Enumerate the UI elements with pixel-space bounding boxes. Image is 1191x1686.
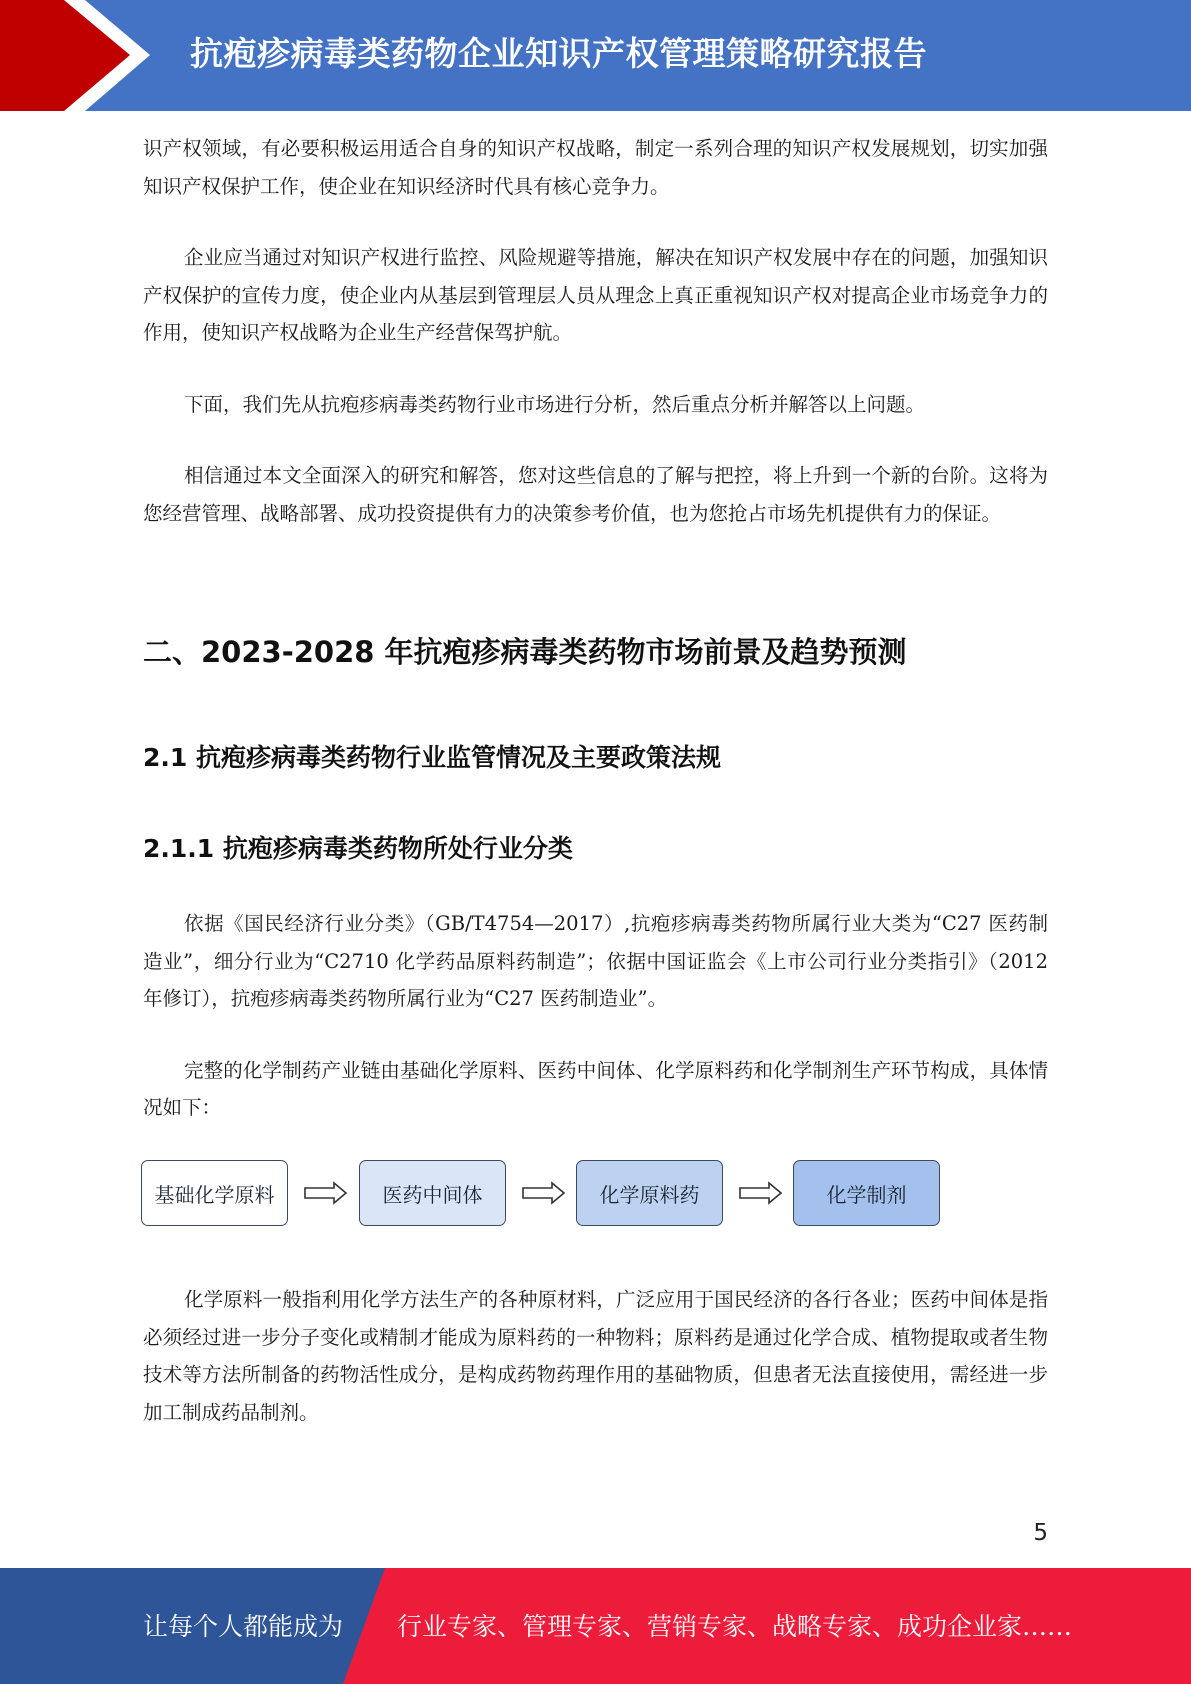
paragraph-6: 完整的化学制药产业链由基础化学原料、医药中间体、化学原料药和化学制剂生产环节构成，具体情况如下： [143,1058,1048,1119]
double-arrow-right-icon [739,1181,783,1205]
paragraph-7: 化学原料一般指利用化学方法生产的各种原材料，广泛应用于国民经济的各行各业；医药中间体是指必须经过进一步分子变化或精制才能成为原料药的一种物料；原料药是通过化学合成、植物提取或者生物技术等方法所制备的药物活性成分，是构成药物药理作用的基础物质，但患者无法直接使用，需经进一步加工制成药品制剂。 [143,1288,1048,1424]
paragraph-3: 下面，我们先从抗疱疹病毒类药物行业市场进行分析，然后重点分析并解答以上问题。 [184,392,926,416]
industry-chain-diagram [141,1160,941,1228]
header-chevron-icon [0,0,160,111]
paragraph-1: 识产权领域，有必要积极运用适合自身的知识产权战略，制定一系列合理的知识产权发展规划，切实加强知识产权保护工作，使企业在知识经济时代具有核心竞争力。 [143,137,1048,198]
flow-step-basic-chemicals: 基础化学原料 [141,1160,288,1226]
flow-step-formulation: 化学制剂 [793,1160,940,1226]
intro-text [143,130,1048,532]
paragraph-2: 企业应当通过对知识产权进行监控、风险规避等措施，解决在知识产权发展中存在的问题，加强知识产权保护的宣传力度，使企业内从基层到管理层人员从理念上真正重视知识产权对提高企业市场竞争力的作用，使知识产权战略为企业生产经营保驾护航。 [143,246,1048,344]
classification-text [143,905,1048,1127]
double-arrow-right-icon [522,1181,566,1205]
double-arrow-right-icon [304,1181,348,1205]
page-number: 5 [1033,1520,1048,1546]
subsubsection-heading: 2.1.1 抗疱疹病毒类药物所处行业分类 [143,834,573,863]
page-header [0,0,1191,111]
footer-slogan-right: 行业专家、管理专家、营销专家、战略专家、成功企业家…… [397,1612,1073,1641]
page-footer [0,1568,1191,1684]
paragraph-5: 依据《国民经济行业分类》（GB/T4754—2017）,抗疱疹病毒类药物所属行业大类为“C27 医药制造业”，细分行业为“C2710 化学药品原料药制造”；依据中国证监会《上市公司行业分类指引》（2012 年修订），抗疱疹病毒类药物所属行业为“C27 医药制造业”。 [143,912,1048,1010]
flow-step-api: 化学原料药 [576,1160,723,1226]
subsection-heading: 2.1 抗疱疹病毒类药物行业监管情况及主要政策法规 [143,743,721,772]
section-heading: 二、2023-2028 年抗疱疹病毒类药物市场前景及趋势预测 [143,635,907,669]
report-title: 抗疱疹病毒类药物企业知识产权管理策略研究报告 [190,34,927,73]
definition-text [143,1281,1048,1431]
flow-step-intermediates: 医药中间体 [359,1160,506,1226]
footer-slogan-left: 让每个人都能成为 [143,1612,344,1641]
paragraph-4: 相信通过本文全面深入的研究和解答，您对这些信息的了解与把控，将上升到一个新的台阶。这将为您经营管理、战略部署、成功投资提供有力的决策参考价值，也为您抢占市场先机提供有力的保证。 [143,464,1048,525]
